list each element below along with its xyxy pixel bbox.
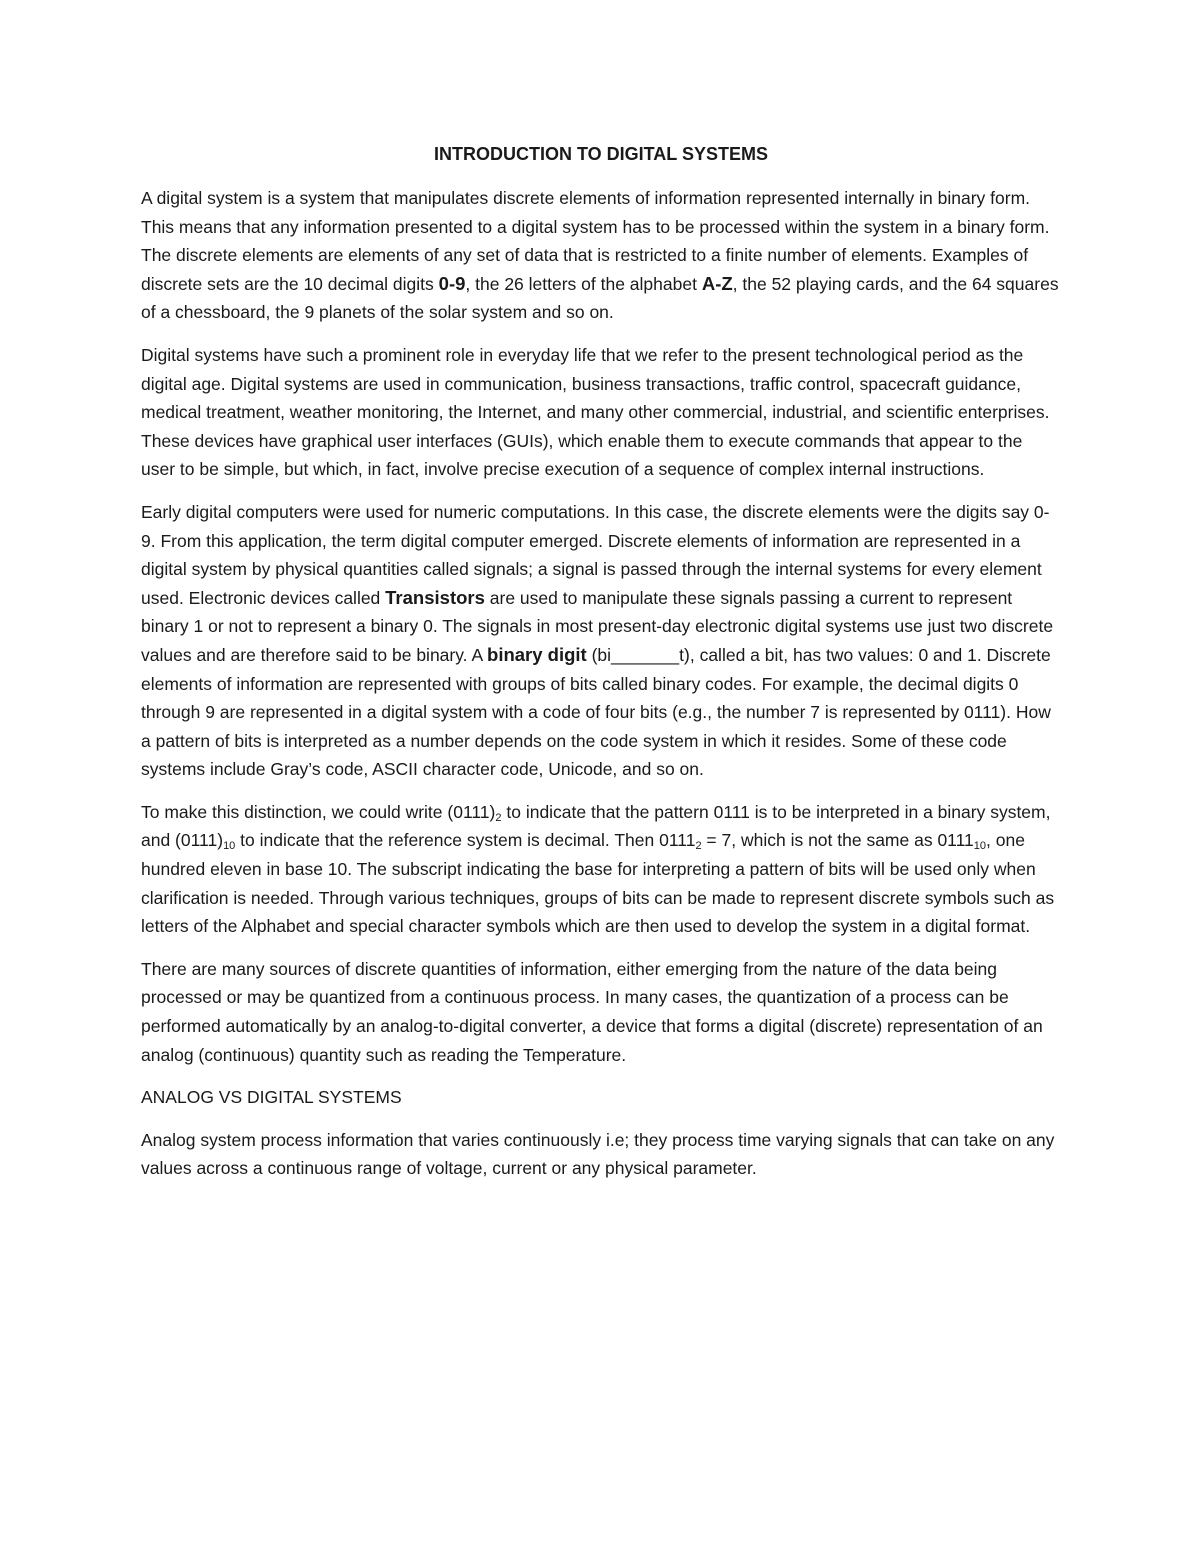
subscript-base-10-second: 10 [973,840,987,853]
document-title: INTRODUCTION TO DIGITAL SYSTEMS [433,144,768,164]
paragraph-4-text-b: to indicate that the pattern 0111 is to be interpreted in a binary system, and (0111) [141,801,1051,851]
bold-transistors: Transistors [385,586,485,608]
paragraph-4-text-d: = 7, which is not the same as 0111 [701,830,974,851]
paragraph-1 [141,184,1061,327]
subscript-base-10: 10 [223,840,236,853]
paragraph-2: Digital systems have such a prominent role in everyday life that we refer to the present technological period as the digital age. Digital systems are used in communication, business transactions, traffic control, spacecraft guidance, medical treatment, weather monitoring, the Internet, and many other commercial, industrial, and scientific enterprises. These devices have graphical user interfaces (GUIs), which enable them to execute commands that appear to the user to be simple, but which, in fact, involve precise execution of a sequence of complex internal instructions. [141,344,1050,480]
paragraph-4-text-a: To make this distinction, we could write (0111) [141,801,496,822]
document-body [141,140,1061,1197]
subscript-base-2: 2 [495,811,502,824]
paragraph-3 [141,498,1061,784]
paragraph-4 [141,798,1061,941]
paragraph-1-text-d: , the 52 playing cards, and the 64 squares of a chessboard, the 9 planets of the solar system and so on. [141,273,1059,323]
section-heading-analog-vs-digital: ANALOG VS DIGITAL SYSTEMS [141,1087,402,1108]
paragraph-3-text-a: Early digital computers were used for numeric computations. In this case, the discrete elements were the digits say 0-9. From this application, the term digital computer emerged. Discrete elements of information are represented in a digital system by physical quantities called signals; a signal is passed through the internal systems for every element used. Electronic devices called [141,501,1050,608]
paragraph-4-text-c: to indicate that the reference system is decimal. Then 0111 [235,830,696,851]
paragraph-3-text-c: are used to manipulate these signals passing a current to represent binary 1 or not to represent a binary 0. The signals in most present-day electronic digital systems use just two discrete values and are therefore said to be binary. A [141,587,1054,665]
subscript-base-2-second: 2 [695,840,702,853]
bold-binary-digit: binary digit [487,643,587,665]
paragraph-1-text-a: A digital system is a system that manipulates discrete elements of information represented internally in binary form. This means that any information presented to a digital system has to be processed within the system in a binary form. The discrete elements are elements of any set of data that is restricted to a finite number of elements. Examples of discrete sets are the 10 decimal digits [141,188,1050,294]
bold-digits-range: 0-9 [438,272,466,294]
paragraph-4-text-e: , one hundred eleven in base 10. The subscript indicating the base for interpreting a pattern of bits will be used only when clarification is needed. Through various techniques, groups of bits can be made to represent discrete symbols such as letters of the Alphabet and special character symbols which are then used to develop the system in a digital format. [141,830,1055,937]
paragraph-6: Analog system process information that varies continuously i.e; they process time varying signals that can take on any values across a continuous range of voltage, current or any physical parameter. [141,1129,1055,1179]
paragraph-3-text-d: (bi_______t), called a bit, has two values: 0 and 1. Discrete elements of information are represented with groups of bits called binary codes. For example, the decimal digits 0 through 9 are represented in a digital system with a code of four bits (e.g., the number 7 is represented by 0111). How a pattern of bits is interpreted as a number depends on the code system in which it resides. Some of these code systems include Gray’s code, ASCII character code, Unicode, and so on. [141,644,1051,780]
paragraph-1-text-c: , the 26 letters of the alphabet [465,273,702,294]
bold-letters-range: A-Z [701,272,733,294]
paragraph-5: There are many sources of discrete quantities of information, either emerging from the nature of the data being processed or may be quantized from a continuous process. In many cases, the quantization of a process can be performed automatically by an analog-to-digital converter, a device that forms a digital (discrete) representation of an analog (continuous) quantity such as reading the Temperature. [141,958,1043,1065]
